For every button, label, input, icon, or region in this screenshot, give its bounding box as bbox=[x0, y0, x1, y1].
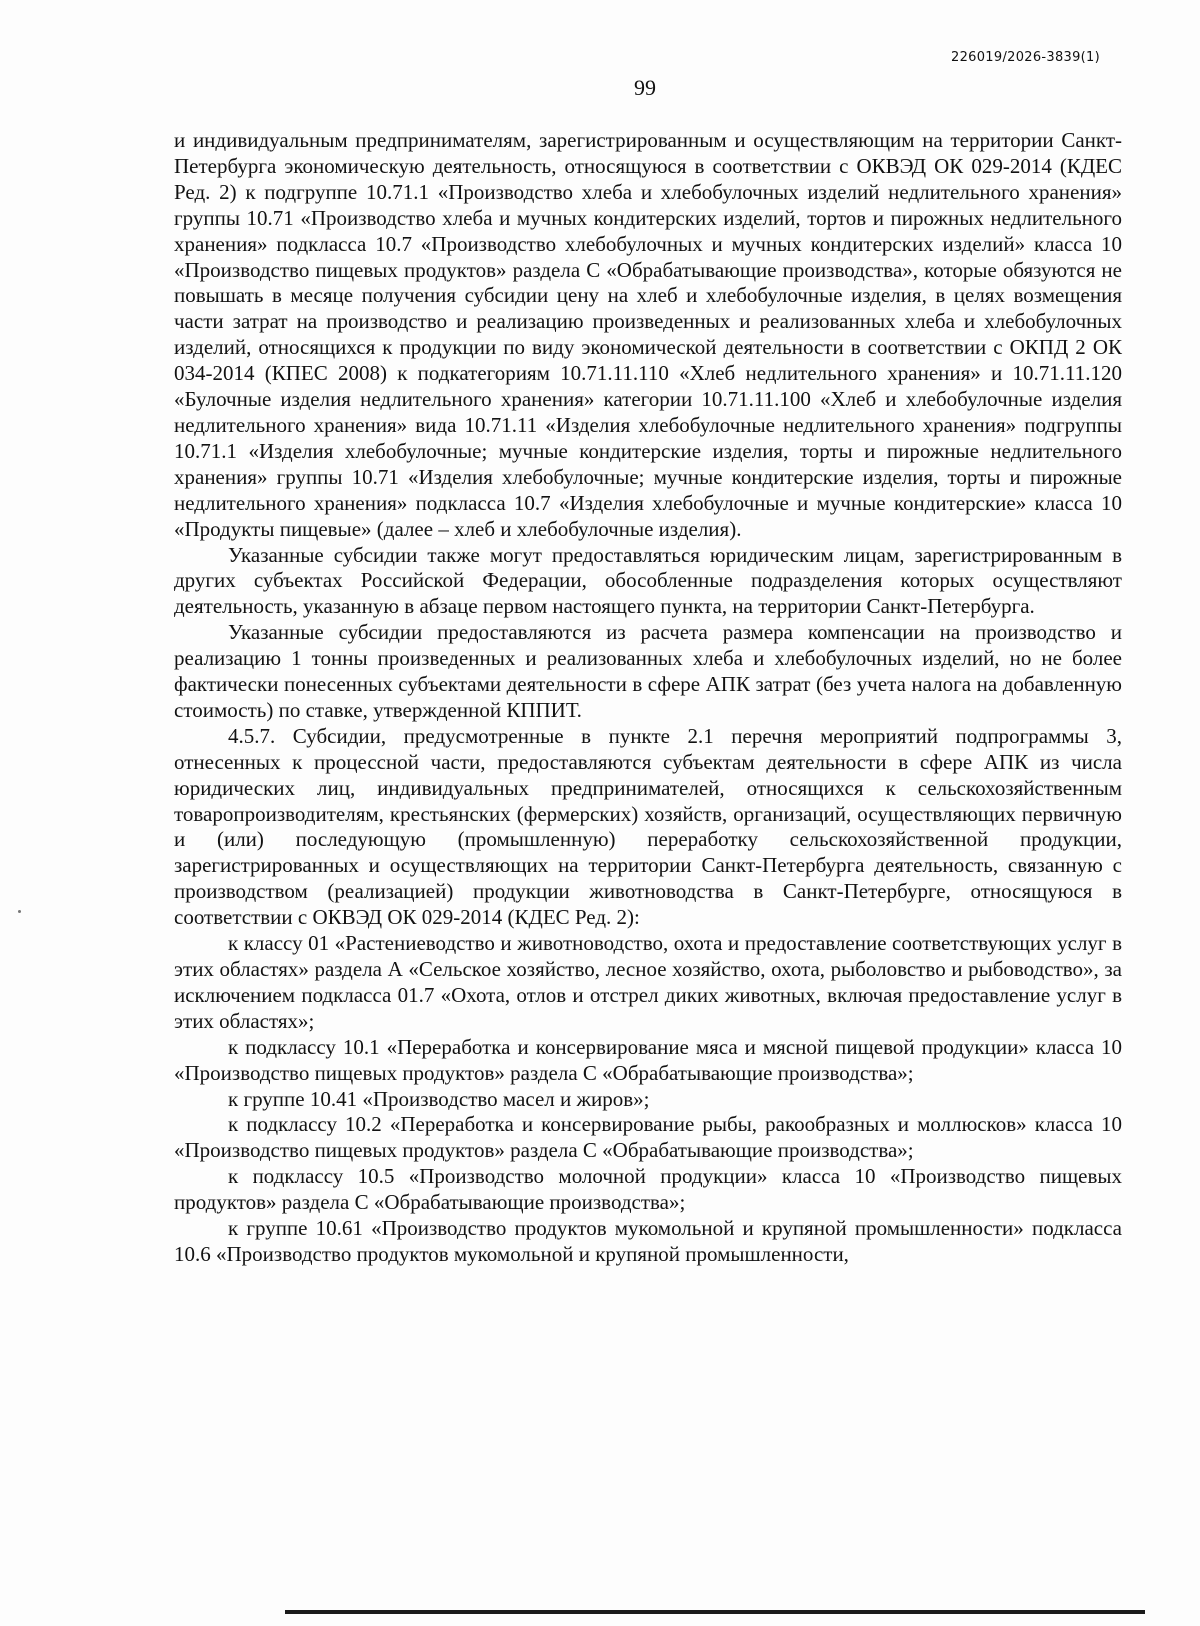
paragraph: к классу 01 «Растениеводство и животноводство, охота и предоставление соответствующих услуг в этих областях» раздела А «Сельское хозяйство, лесное хозяйство, охота, рыболовство и рыбоводство», за исключением подкласса 01.7 «Охота, отлов и отстрел диких животных, включая предоставление услуг в этих областях»; bbox=[174, 931, 1122, 1033]
paragraph: к подклассу 10.5 «Производство молочной продукции» класса 10 «Производство пищевых продуктов» раздела С «Обрабатывающие производства»; bbox=[174, 1164, 1122, 1215]
paragraph: 4.5.7. Субсидии, предусмотренные в пункте 2.1 перечня мероприятий подпрограммы 3, отнесенных к процессной части, предоставляются субъектам деятельности в сфере АПК из числа юридических лиц, индивидуальных предпринимателей, относящихся к сельскохозяйственным товаропроизводителям, крестьянских (фермерских) хозяйств, организаций, осуществляющих первичную и (или) последующую (промышленную) переработку сельскохозяйственной продукции, зарегистрированных и осуществляющих на территории Санкт-Петербурга деятельность, связанную с производством (реализацией) продукции животноводства в Санкт-Петербурге, относящуюся в соответствии с ОКВЭД ОК 029-2014 (КДЕС Ред. 2): bbox=[174, 723, 1122, 930]
paragraph: и индивидуальным предпринимателям, зарегистрированным и осуществляющим на территории Санкт-Петербурга экономическую деятельность, относящуюся в соответствии с ОКВЭД ОК 029-2014 (КДЕС Ред. 2) к подгруппе 10.71.1 «Производство хлеба и хлебобулочных изделий недлительного хранения» группы 10.71 «Производство хлеба и мучных кондитерских изделий, тортов и пирожных недлительного хранения» подкласса 10.7 «Производство хлебобулочных и мучных кондитерских изделий» класса 10 «Производство пищевых продуктов» раздела С «Обрабатывающие производства», которые обязуются не повышать в месяце получения субсидии цену на хлеб и хлебобулочные изделия, в целях возмещения части затрат на производство и реализацию произведенных и реализованных хлеба и хлебобулочных изделий, относящихся к продукции по виду экономической деятельности в соответствии с ОКПД 2 ОК 034-2014 (КПЕС 2008) к подкатегориям 10.71.11.110 «Хлеб недлительного хранения» и 10.71.11.120 «Булочные изделия недлительного хранения» категории 10.71.11.100 «Хлеб и хлебобулочные изделия недлительного хранения» вида 10.71.11 «Изделия хлебобулочные недлительного хранения» подгруппы 10.71.1 «Изделия хлебобулочные; мучные кондитерские изделия, торты и пирожные недлительного хранения» группы 10.71 «Изделия хлебобулочные; мучные кондитерские изделия, торты и пирожные недлительного хранения» подкласса 10.7 «Изделия хлебобулочные и мучные кондитерские» класса 10 «Продукты пищевые» (далее – хлеб и хлебобулочные изделия). bbox=[174, 128, 1122, 541]
paragraph: к группе 10.41 «Производство масел и жиров»; bbox=[228, 1086, 650, 1111]
document-id: 226019/2026-3839(1) bbox=[951, 50, 1100, 65]
scan-margin-mark bbox=[18, 910, 21, 913]
scan-bottom-edge bbox=[285, 1610, 1145, 1614]
paragraph: к подклассу 10.2 «Переработка и консервирование рыбы, ракообразных и моллюсков» класса 10 «Производство пищевых продуктов» раздела С «Обрабатывающие производства»; bbox=[174, 1112, 1122, 1163]
paragraph: Указанные субсидии предоставляются из расчета размера компенсации на производство и реализацию 1 тонны произведенных и реализованных хлеба и хлебобулочных изделий, но не более фактически понесенных субъектами деятельности в сфере АПК затрат (без учета налога на добавленную стоимость) по ставке, утвержденной КППИТ. bbox=[174, 620, 1122, 722]
document-body bbox=[174, 128, 1122, 1268]
paragraph: Указанные субсидии также могут предоставляться юридическим лицам, зарегистрированным в других субъектах Российской Федерации, обособленные подразделения которых осуществляют деятельность, указанную в абзаце первом настоящего пункта, на территории Санкт-Петербурга. bbox=[174, 542, 1122, 619]
page-number: 99 bbox=[634, 75, 656, 100]
paragraph-last: к группе 10.61 «Производство продуктов мукомольной и крупяной промышленности» подкласса 10.6 «Производство продуктов мукомольной и крупяной промышленности, bbox=[174, 1216, 1122, 1266]
paragraph: к подклассу 10.1 «Переработка и консервирование мяса и мясной пищевой продукции» класса 10 «Производство пищевых продуктов» раздела С «Обрабатывающие производства»; bbox=[174, 1034, 1122, 1085]
